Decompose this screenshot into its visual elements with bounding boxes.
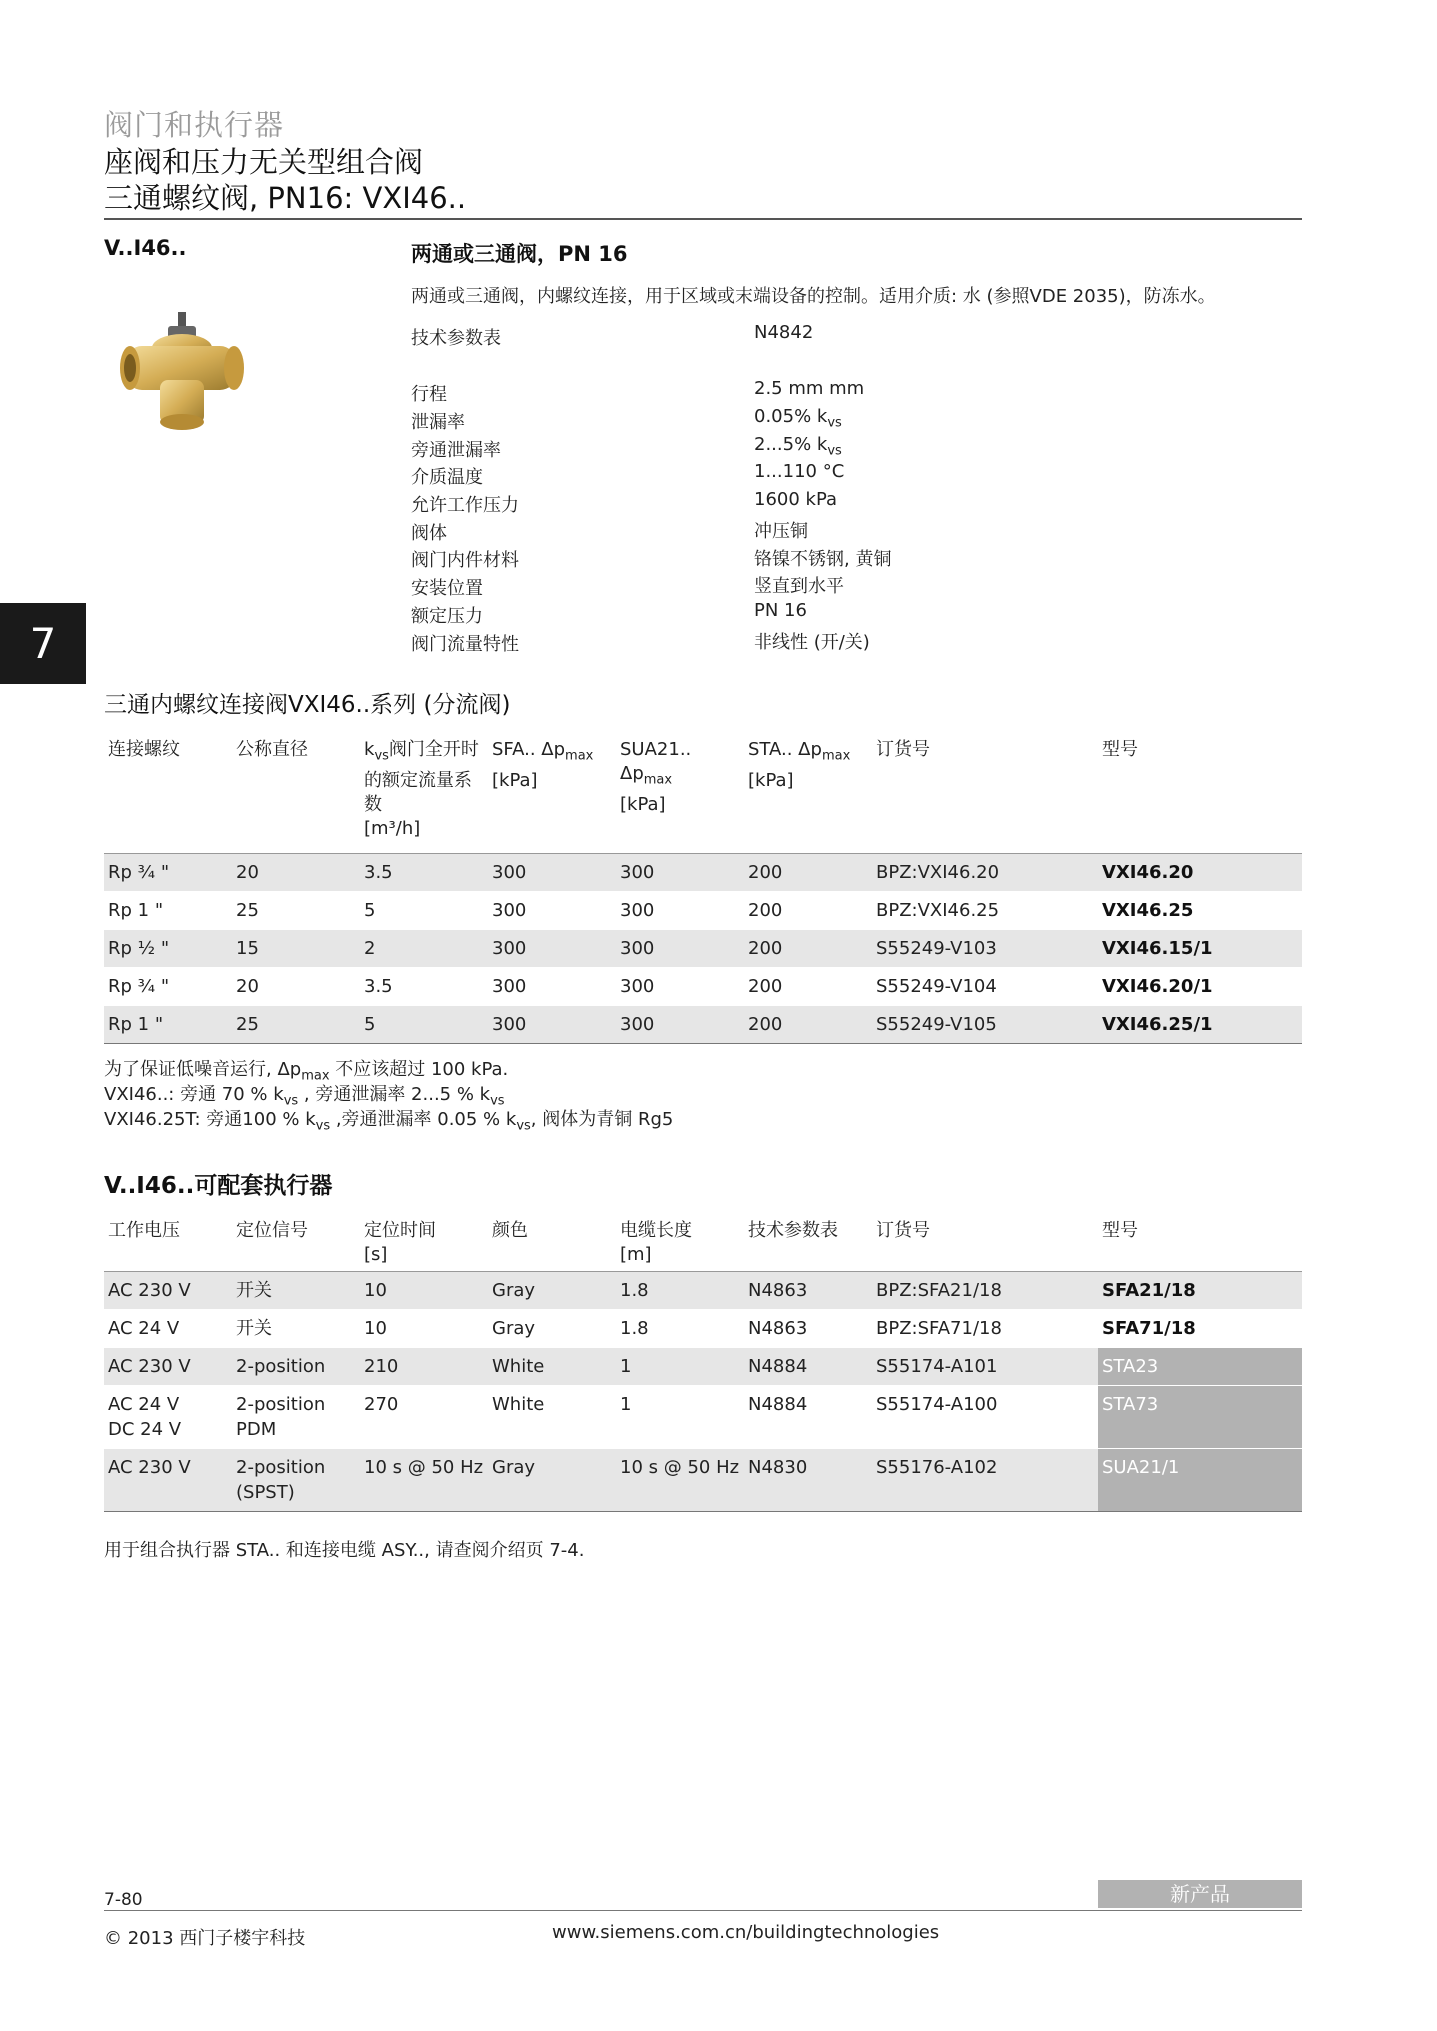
table-header-row <box>104 734 1302 853</box>
table-cell: S55249-V103 <box>876 937 997 959</box>
col-header: 订货号 <box>876 1220 930 1241</box>
table-cell: Rp ¾ " <box>108 975 170 997</box>
table-row <box>104 1449 1302 1512</box>
table-cell: Gray <box>492 1318 536 1339</box>
col-header: SFA.. $\Delta p_{max}$ [kPa] <box>492 739 594 791</box>
page-subtitle: 座阀和压力无关型组合阀 <box>104 145 424 179</box>
footer-divider <box>104 1910 1302 1911</box>
product-description: 两通或三通阀，内螺纹连接，用于区域或末端设备的控制。适用介质: 水 (参照VDE 2035)，防冻水。 <box>411 286 1216 307</box>
table-cell: 1 <box>620 1394 632 1415</box>
table-cell: White <box>492 1356 545 1377</box>
copyright: © 2013 西门子楼宇科技 <box>104 1928 306 1949</box>
spec-value: 冲压铜 <box>754 521 808 542</box>
table-cell: BPZ:SFA21/18 <box>876 1280 1002 1301</box>
col-header: 电缆长度 [m] <box>620 1220 692 1265</box>
chapter-number: 7 <box>29 619 57 668</box>
table-cell: 2-position PDM <box>236 1394 326 1440</box>
model-cell: VXI46.25 <box>1102 899 1194 921</box>
col-header: STA.. $\Delta p_{max}$ [kPa] <box>748 739 851 791</box>
table-cell: Rp ¾ " <box>108 861 170 883</box>
table-row <box>104 1348 1302 1386</box>
table-cell: 3.5 <box>364 861 393 883</box>
table-cell: Rp 1 " <box>108 1013 164 1035</box>
model-cell: VXI46.25/1 <box>1102 1013 1213 1035</box>
spec-label: 允许工作压力 <box>411 495 519 516</box>
table-cell: 25 <box>236 899 259 921</box>
col-header: 定位信号 <box>236 1220 308 1241</box>
spec-value: PN 16 <box>754 600 807 621</box>
datasheet-label: 技术参数表 <box>411 328 501 349</box>
table-cell: N4830 <box>748 1457 808 1478</box>
table-cell: 300 <box>620 975 655 997</box>
model-cell: SFA21/18 <box>1102 1280 1196 1301</box>
valve-note: VXI46..: 旁通 70 % $k_{vs}$ , 旁通泄漏率 2...5 % $k_{vs}$ <box>104 1084 505 1109</box>
table-cell: AC 24 V DC 24 V <box>108 1394 182 1440</box>
table-cell: 10 s @ 50 Hz <box>364 1457 484 1478</box>
col-header: 工作电压 <box>108 1220 180 1241</box>
table-row <box>104 853 1302 891</box>
table-cell: 10 <box>364 1318 387 1339</box>
table-cell: 200 <box>748 975 783 997</box>
category-title: 阀门和执行器 <box>104 108 285 142</box>
col-header: 型号 <box>1102 739 1138 760</box>
valve-note: VXI46.25T: 旁通100 % $k_{vs}$ ,旁通泄漏率 0.05 % $k_{vs}$, 阀体为青铜 Rg5 <box>104 1109 674 1134</box>
table-cell: AC 230 V <box>108 1356 191 1377</box>
website-link[interactable]: www.siemens.com.cn/buildingtechnologies <box>552 1922 940 1943</box>
table-cell: 20 <box>236 861 259 883</box>
table-cell: BPZ:VXI46.20 <box>876 861 1000 883</box>
table-cell: 300 <box>492 975 527 997</box>
spec-label: 阀门流量特性 <box>411 634 519 655</box>
page-title: 三通螺纹阀, PN16: VXI46.. <box>104 181 467 215</box>
table-cell: BPZ:SFA71/18 <box>876 1318 1002 1339</box>
actuators-table <box>104 1215 1302 1512</box>
table-cell: S55249-V104 <box>876 975 997 997</box>
table-header-row <box>104 1215 1302 1272</box>
table-cell: S55249-V105 <box>876 1013 997 1035</box>
actuator-note: 用于组合执行器 STA.. 和连接电缆 ASY.., 请查阅介绍页 7-4. <box>104 1540 585 1561</box>
table-cell: 270 <box>364 1394 399 1415</box>
table-row <box>104 929 1302 967</box>
table-cell: 200 <box>748 899 783 921</box>
spec-label: 阀门内件材料 <box>411 550 519 571</box>
new-product-badge: 新产品 <box>1098 1880 1302 1908</box>
spec-value: 竖直到水平 <box>754 576 844 597</box>
col-header: 连接螺纹 <box>108 739 180 760</box>
table-cell: AC 230 V <box>108 1457 191 1478</box>
col-header: 订货号 <box>876 739 930 760</box>
table-row <box>104 967 1302 1005</box>
table-cell: 1 <box>620 1356 632 1377</box>
table-cell: N4884 <box>748 1394 808 1415</box>
table-cell: N4863 <box>748 1280 808 1301</box>
table-cell: 1.8 <box>620 1318 649 1339</box>
spec-label: 安装位置 <box>411 578 483 599</box>
spec-label: 行程 <box>411 384 447 405</box>
table-row <box>104 891 1302 929</box>
table-cell: 2 <box>364 937 376 959</box>
page-number: 7-80 <box>104 1890 143 1910</box>
table-cell: Rp ½ " <box>108 937 170 959</box>
table-cell: S55174-A100 <box>876 1394 998 1415</box>
product-heading: 两通或三通阀，PN 16 <box>411 242 628 266</box>
spec-value: 非线性 (开/关) <box>754 632 870 653</box>
spec-value: 1600 kPa <box>754 489 838 510</box>
actuators-section-title: V..I46..可配套执行器 <box>104 1173 333 1199</box>
table-cell: N4863 <box>748 1318 808 1339</box>
table-cell: 2-position (SPST) <box>236 1457 326 1503</box>
table-cell: AC 230 V <box>108 1280 191 1301</box>
valve-product-image <box>112 308 252 434</box>
col-header: $k_{vs}$阀门全开时的额定流量系数 [m³/h] <box>364 739 479 839</box>
table-row <box>104 1386 1302 1449</box>
table-row <box>104 1005 1302 1043</box>
spec-value: 2...5% $k_{vs}$ <box>754 434 842 459</box>
spec-label: 额定压力 <box>411 606 483 627</box>
spec-value: 1...110 °C <box>754 461 845 482</box>
table-cell: 开关 <box>236 1280 272 1301</box>
col-header: 技术参数表 <box>748 1220 838 1241</box>
table-cell: 300 <box>492 861 527 883</box>
table-cell: 10 s @ 50 Hz <box>620 1457 740 1478</box>
table-cell: 15 <box>236 937 259 959</box>
col-header: 型号 <box>1102 1220 1138 1241</box>
col-header: 定位时间 [s] <box>364 1220 436 1265</box>
table-cell: 2-position <box>236 1356 326 1377</box>
header-divider <box>104 218 1302 220</box>
table-cell: White <box>492 1394 545 1415</box>
col-header: SUA21.. $\Delta p_{max}$ [kPa] <box>620 739 692 815</box>
valves-table <box>104 734 1302 1044</box>
table-cell: 1.8 <box>620 1280 649 1301</box>
spec-label: 泄漏率 <box>411 412 465 433</box>
spec-value: 铬镍不锈钢, 黄铜 <box>754 549 892 570</box>
model-cell: VXI46.15/1 <box>1102 937 1213 959</box>
model-cell-highlighted: STA23 <box>1098 1348 1302 1386</box>
table-cell: Gray <box>492 1280 536 1301</box>
spec-value: 2.5 mm mm <box>754 378 865 399</box>
col-header: 颜色 <box>492 1220 528 1241</box>
table-cell: Gray <box>492 1457 536 1478</box>
datasheet-value: N4842 <box>754 322 814 343</box>
table-cell: AC 24 V <box>108 1318 180 1339</box>
table-cell: BPZ:VXI46.25 <box>876 899 1000 921</box>
table-cell: 10 <box>364 1280 387 1301</box>
table-cell: 300 <box>620 1013 655 1035</box>
table-cell: 25 <box>236 1013 259 1035</box>
product-code: V..I46.. <box>104 236 187 260</box>
col-header: 公称直径 <box>236 739 308 760</box>
spec-label: 旁通泄漏率 <box>411 440 501 461</box>
spec-value: 0.05% $k_{vs}$ <box>754 406 842 431</box>
table-cell: 300 <box>492 1013 527 1035</box>
model-cell-highlighted: STA73 <box>1098 1386 1302 1449</box>
model-cell: VXI46.20/1 <box>1102 975 1213 997</box>
table-cell: 300 <box>620 899 655 921</box>
model-cell: SFA71/18 <box>1102 1318 1196 1339</box>
table-cell: 300 <box>492 899 527 921</box>
table-cell: S55174-A101 <box>876 1356 998 1377</box>
table-cell: 300 <box>620 937 655 959</box>
table-row <box>104 1272 1302 1310</box>
table-cell: 300 <box>620 861 655 883</box>
valves-section-title: 三通内螺纹连接阀VXI46..系列 (分流阀) <box>104 692 511 718</box>
table-cell: 5 <box>364 1013 376 1035</box>
model-cell: VXI46.20 <box>1102 861 1194 883</box>
spec-label: 阀体 <box>411 523 447 544</box>
table-cell: 300 <box>492 937 527 959</box>
table-cell: N4884 <box>748 1356 808 1377</box>
table-cell: Rp 1 " <box>108 899 164 921</box>
table-cell: 3.5 <box>364 975 393 997</box>
table-cell: 开关 <box>236 1318 272 1339</box>
spec-label: 介质温度 <box>411 467 483 488</box>
model-cell-highlighted: SUA21/1 <box>1098 1449 1302 1512</box>
table-cell: 200 <box>748 861 783 883</box>
table-cell: 20 <box>236 975 259 997</box>
table-cell: 5 <box>364 899 376 921</box>
chapter-tab <box>0 603 86 684</box>
table-row <box>104 1310 1302 1348</box>
table-cell: 200 <box>748 937 783 959</box>
table-cell: 200 <box>748 1013 783 1035</box>
table-cell: 210 <box>364 1356 399 1377</box>
table-cell: S55176-A102 <box>876 1457 998 1478</box>
valve-note: 为了保证低噪音运行, $\Delta p_{max}$ 不应该超过 100 kPa. <box>104 1059 509 1084</box>
